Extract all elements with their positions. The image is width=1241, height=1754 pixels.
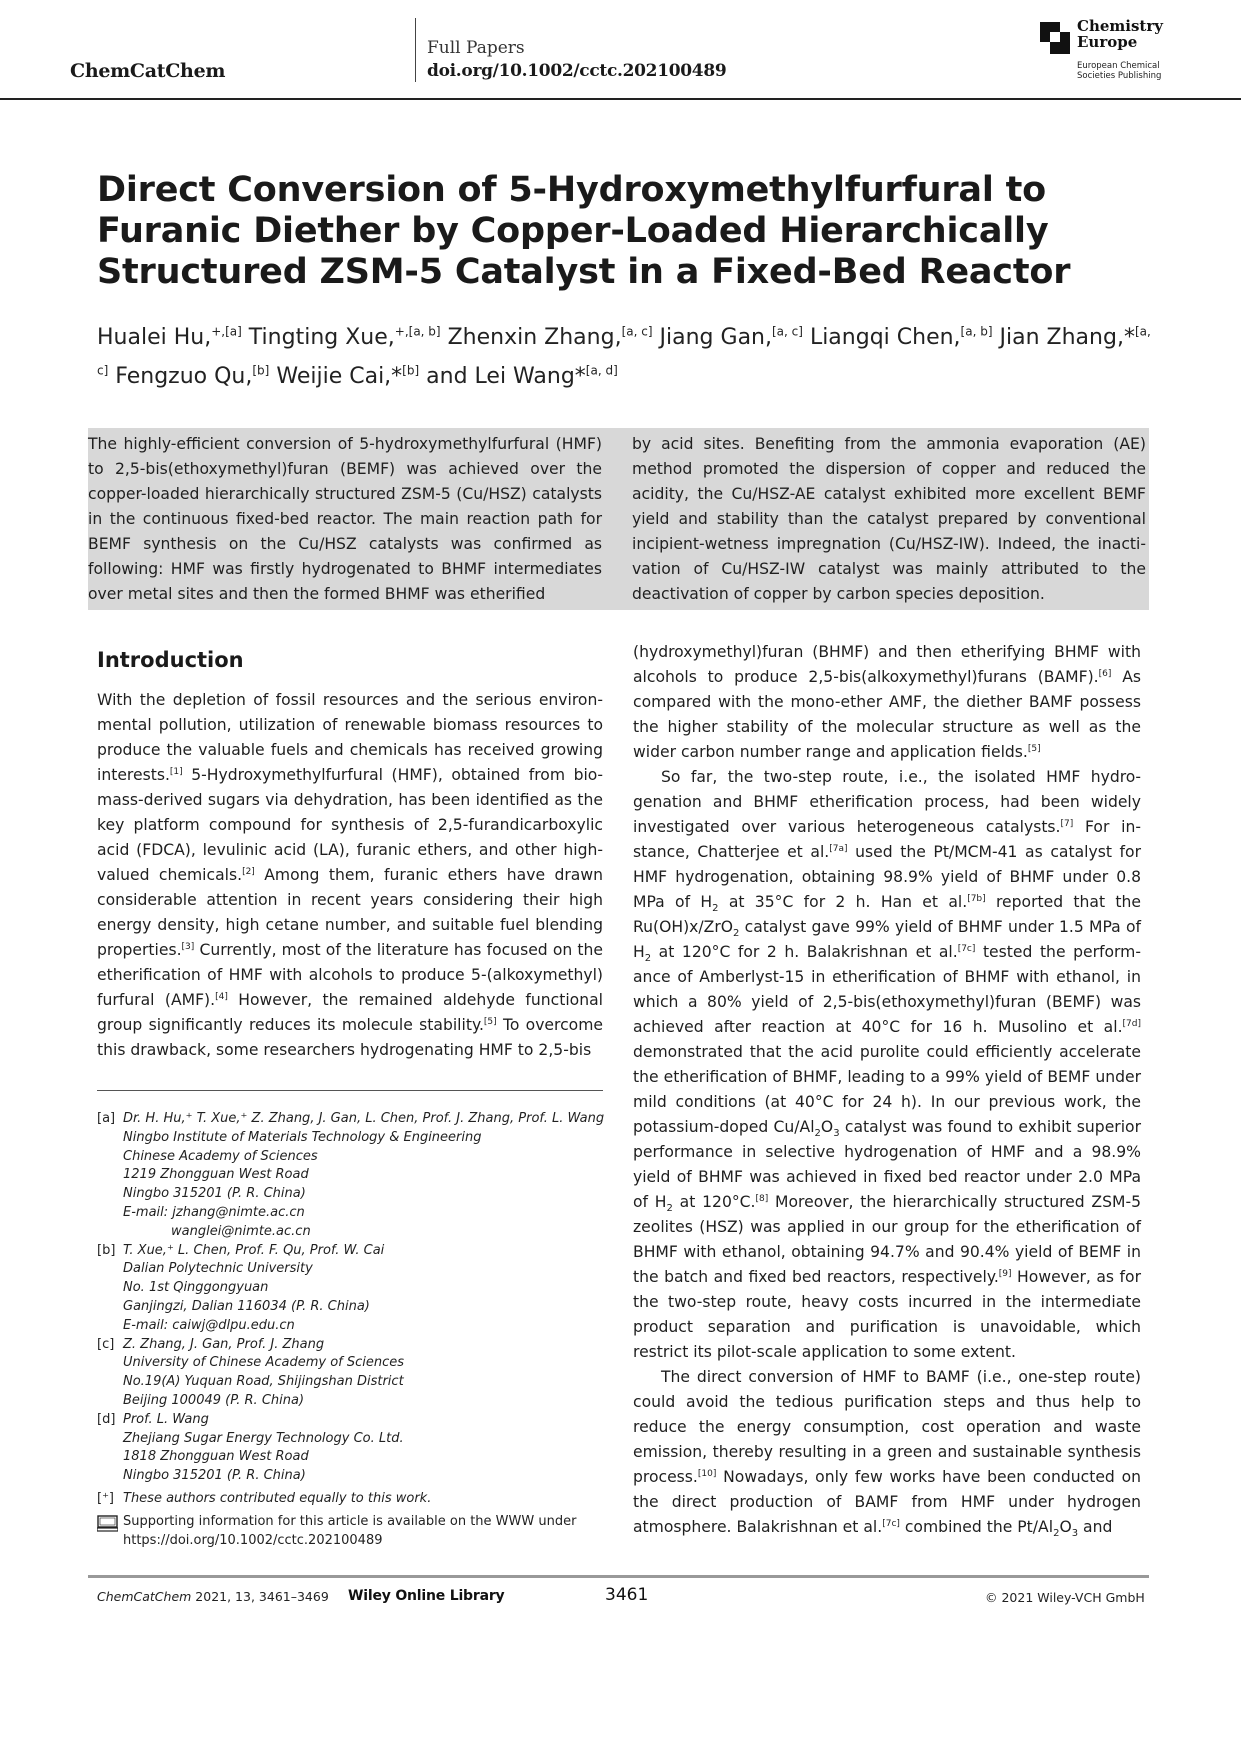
citation-ref: [10] (697, 1468, 717, 1479)
citation-ref: [8] (755, 1193, 769, 1204)
subscript: 2 (1053, 1528, 1060, 1540)
affiliation-line[interactable]: E-mail: caiwj@dlpu.edu.cn (123, 1317, 295, 1333)
supporting-info-note (97, 1513, 607, 1551)
text-run: Nowadays, only few works have been conducted on the direct production of BAMF from HMF under hydrogen atmosphere. Balakrishnan et al. (633, 1468, 1141, 1536)
text-run: However, the remained aldehyde functional group significantly reduces its molecule stability. (97, 991, 603, 1034)
computer-monitor-icon (97, 1515, 118, 1532)
doi-link[interactable]: doi.org/10.1002/cctc.202100489 (427, 61, 727, 81)
affiliation-line: 1219 Zhongguan West Road (123, 1167, 309, 1183)
author-name: Hualei Hu, (97, 325, 212, 351)
subscript: 2 (814, 1128, 821, 1140)
affiliation-line: Ningbo 315201 (P. R. China) (123, 1468, 306, 1484)
affiliation-block (97, 1242, 607, 1336)
author-affiliation-sup: [a, d] (585, 363, 618, 378)
subscript: 2 (644, 953, 652, 965)
citation-ref: [7d] (1122, 1018, 1141, 1029)
page-number: 3461 (605, 1585, 649, 1605)
text-run: and (1078, 1518, 1113, 1536)
text-run: 5-Hydroxymethylfurfural (HMF), obtained from biomass-derived sugars via dehydration, has been identified as the key platform compound for synthesis of 2,5-furandicarboxylic acid (FDCA), levulinic acid (LA), furanic ethers, and other high-valued chemicals. (97, 766, 603, 884)
affiliation-line: Ganjingzi, Dalian 116034 (P. R. China) (123, 1298, 370, 1314)
copyright: © 2021 Wiley-VCH GmbH (985, 1590, 1145, 1605)
footer-citation (97, 1589, 329, 1604)
subscript: 3 (833, 1128, 840, 1140)
affiliation-tag: [c] (97, 1336, 115, 1352)
author-affiliation-sup: [a, c] (621, 325, 653, 339)
text-run: combined the Pt/Al (899, 1518, 1054, 1536)
author-name: Jiang Gan, (659, 325, 772, 351)
text-run: However, as for the two-step route, heavy costs incurred in the intermediate product separation and purification is unavoidable, which restrict its pilot-scale application to some extent. (633, 1268, 1141, 1361)
text-run: (hydroxymethyl)furan (BHMF) and then etherifying BHMF with alcohols to produce 2,5-bis(alkoxymethyl)furans (BAMF). (633, 643, 1141, 686)
supporting-info-text: Supporting information for this article is available on the WWW under (123, 1513, 577, 1529)
text-run: As compared with the mono-ether AMF, the diether BAMF possess the higher stability of the molecular structure as well as the wider carbon number range and application fields. (633, 668, 1141, 761)
subscript: 2 (666, 1203, 673, 1215)
author-affiliation-sup: [b] (402, 363, 420, 378)
affiliation-line: No.19(A) Yuquan Road, Shijingshan District (123, 1374, 404, 1390)
footnote-separator (97, 1090, 603, 1091)
affiliation-line: Ningbo 315201 (P. R. China) (123, 1186, 306, 1202)
section-label: Full Papers (427, 38, 525, 58)
author-affiliation-sup: [a, c] (97, 325, 1151, 378)
affiliation-block (97, 1411, 607, 1486)
affiliation-email[interactable]: wanglei@nimte.ac.cn (171, 1223, 311, 1239)
author[interactable] (448, 325, 653, 350)
affiliation-line: Zhejiang Sugar Energy Technology Co. Ltd. (123, 1430, 404, 1446)
author-name: and Lei Wang (426, 363, 575, 389)
intro-paragraph-1 (97, 688, 603, 1063)
text-run: With the depletion of fossil resources and the serious environmental pollution, utilization of renewable biomass resources to produce the valuable fuels and chemicals has received growing interests. (97, 691, 603, 784)
intro-paragraph-2 (633, 765, 1141, 1365)
text-run: tested the performance of Amberlyst-15 in etherification of BHMF with ethanol, in which a 80% yield of 2,5-bis(ethoxymethyl)furan (BEMF) was achieved after reaction at 40°C for 16 h. Musolino et al. (633, 943, 1141, 1036)
affiliation-line[interactable]: E-mail: jzhang@nimte.ac.cn (123, 1204, 305, 1220)
affiliation-line: Ningbo Institute of Materials Technology & Engineering (123, 1129, 482, 1145)
publisher-line-1: Chemistry (1077, 17, 1163, 35)
introduction-heading: Introduction (97, 648, 244, 672)
subscript: 2 (712, 903, 719, 915)
intro-paragraph-1-cont (633, 640, 1141, 765)
note-tag: [⁺] (97, 1490, 115, 1506)
abstract-right-column: by acid sites. Benefiting from the ammonia evaporation (AE) method promoted the dispersion of copper and reduced the acidity, the Cu/HSZ-AE catalyst exhibited more excellent BEMF yield and stability than the catalyst prepared by conventional incipient-wetness impregnation (Cu/HSZ-IW). Indeed, the inactivation of Cu/HSZ-IW catalyst was mainly attributed to the deactivation of copper by carbon species deposition. (632, 435, 1146, 603)
affiliation-line: Dalian Polytechnic University (123, 1261, 313, 1277)
header-divider (415, 18, 416, 82)
affiliation-tag: [b] (97, 1242, 116, 1258)
text-run: Currently, most of the literature has focused on the etherification of HMF with alcohols to produce 5-(alkoxymethyl) furfural (AMF). (97, 941, 603, 1009)
author-name: Tingting Xue, (248, 325, 395, 351)
note-text: These authors contributed equally to this work. (123, 1490, 432, 1506)
chemistry-europe-mark-icon (1040, 22, 1070, 54)
citation-ref: [7b] (967, 893, 986, 904)
equal-contribution-note (97, 1490, 607, 1509)
footer-rule (88, 1575, 1149, 1578)
intro-paragraph-3 (633, 1365, 1141, 1540)
text-run: So far, the two-step route, i.e., the isolated HMF hydrogenation and BHMF etherification process, had been widely investigated over various heterogeneous catalysts. (633, 768, 1141, 836)
text-run: used the Pt/MCM-41 as catalyst for HMF hydrogenation, obtaining 98.9% yield of BHMF under 0.8 MPa of H (633, 843, 1141, 911)
citation-ref: [3] (181, 941, 195, 952)
publisher-line-2: Europe (1077, 33, 1138, 51)
affiliation-line: Dr. H. Hu,⁺ T. Xue,⁺ Z. Zhang, J. Gan, L. Chen, Prof. J. Zhang, Prof. L. Wang (123, 1111, 605, 1126)
author[interactable] (276, 364, 419, 389)
text-run: O (1059, 1518, 1072, 1536)
author[interactable] (810, 325, 993, 350)
header-rule (0, 98, 1241, 100)
text-run: at 120°C for 2 h. Balakrishnan et al. (651, 943, 958, 961)
text-run: O (820, 1118, 834, 1136)
citation-ref: [6] (1098, 668, 1112, 679)
author-affiliation-sup: +,[a, b] (394, 325, 441, 339)
citation-ref: [5] (483, 1016, 497, 1027)
chemistry-europe-logo[interactable] (1040, 18, 1170, 82)
citation-ref: [5] (1027, 743, 1041, 754)
body-right-column (633, 640, 1141, 1540)
corresponding-author-mark: * (1123, 325, 1135, 351)
affiliation-line: Prof. L. Wang (123, 1411, 209, 1427)
author[interactable] (426, 364, 618, 389)
subscript: 2 (733, 928, 740, 940)
citation-ref: [4] (215, 991, 228, 1002)
author-list (97, 316, 1157, 393)
author-name: Liangqi Chen, (809, 325, 961, 351)
affiliations (97, 1110, 607, 1550)
affiliation-block (97, 1336, 607, 1411)
affiliation-tag: [d] (97, 1411, 116, 1427)
corresponding-author-mark: * (391, 363, 403, 389)
author[interactable] (660, 325, 803, 350)
citation-ref: [2] (242, 866, 255, 877)
author-affiliation-sup: [a, c] (771, 325, 803, 339)
citation-ref: [7c] (882, 1518, 900, 1529)
author-affiliation-sup: [b] (252, 363, 270, 378)
affiliation-line: Z. Zhang, J. Gan, Prof. J. Zhang (123, 1336, 325, 1352)
publisher-subtitle (1077, 61, 1161, 81)
author-affiliation-sup: [a, b] (960, 325, 993, 339)
text-run: For instance, Chatterjee et al. (633, 818, 1141, 861)
article-title: Direct Conversion of 5-Hydroxymethylfurfural to Furanic Diether by Copper-Loaded Hierarchically Structured ZSM-5 Catalyst in a Fixed-Bed Reactor (97, 170, 1071, 292)
abstract-left-column: The highly-efficient conversion of 5-hydroxymethylfurfural (HMF) to 2,5-bis(ethoxymethyl)furan (BEMF) was achieved over the copper-loaded hierarchically structured ZSM-5 (Cu/HSZ) catalysts in the continuous fixed-bed reactor. The main reaction path for BEMF synthesis on the Cu/HSZ catalysts was confirmed as following: HMF was firstly hydrogenated to BHMF intermediates over metal sites and then the formed BHMF was etherified (88, 435, 602, 603)
text-run: demonstrated that the acid purolite could efficiently accelerate the etherification of BHMF, leading to a 99% yield of BEMF under mild conditions (at 40°C for 24 h). In our previous work, the potassium-doped Cu/Al (633, 1043, 1141, 1136)
citation-ref: [9] (998, 1268, 1012, 1279)
journal-name: ChemCatChem (70, 60, 226, 82)
author[interactable] (249, 325, 441, 350)
body-left-column (97, 688, 603, 1063)
author-name: Zhenxin Zhang, (447, 325, 622, 351)
affiliation-line: No. 1st Qinggongyuan (123, 1280, 269, 1296)
affiliation-line: University of Chinese Academy of Sciences (123, 1355, 405, 1371)
footer-citation-numbers: 2021, 13, 3461–3469 (191, 1589, 329, 1604)
publisher-sub-1: European Chemical (1077, 61, 1160, 71)
author-affiliation-sup: +,[a] (211, 325, 242, 339)
citation-ref: [7] (1060, 818, 1074, 829)
publisher-name (1077, 18, 1163, 50)
affiliation-line: 1818 Zhongguan West Road (123, 1449, 309, 1465)
author-name: Jian Zhang, (999, 325, 1124, 351)
affiliation-line: T. Xue,⁺ L. Chen, Prof. F. Qu, Prof. W. Cai (123, 1242, 385, 1258)
subscript: 3 (1071, 1528, 1079, 1540)
affiliation-line: Chinese Academy of Sciences (123, 1148, 318, 1164)
wiley-online-library-link[interactable]: Wiley Online Library (348, 1588, 505, 1604)
text-run: Among them, furanic ethers have drawn considerable attention in recent years considering their high energy density, high cetane number, and suitable fuel blending properties. (97, 866, 603, 959)
text-run: To overcome this drawback, some researchers hydrogenating HMF to 2,5-bis (97, 1016, 603, 1059)
author-name: Fengzuo Qu, (115, 363, 253, 389)
text-run: at 120°C. (672, 1193, 756, 1211)
author[interactable] (115, 364, 269, 389)
citation-ref: [7c] (957, 943, 976, 954)
citation-ref: [7a] (829, 843, 848, 854)
author-name: Weijie Cai, (276, 363, 392, 389)
text-run: Moreover, the hierarchically structured ZSM-5 zeolites (HSZ) was applied in our group for the etherification of BHMF with ethanol, obtaining 94.7% and 90.4% yield of BEMF in the batch and fixed bed reactors, respectively. (633, 1193, 1141, 1286)
affiliation-block (97, 1110, 607, 1242)
affiliation-line: Beijing 100049 (P. R. China) (123, 1392, 305, 1408)
abstract-box (88, 428, 1149, 610)
citation-ref: [1] (169, 766, 183, 777)
author[interactable] (97, 325, 242, 350)
text-run: catalyst gave 99% yield of BHMF under 1.5 MPa of H (633, 918, 1141, 961)
text-run: at 35°C for 2 h. Han et al. (718, 893, 968, 911)
footer-journal: ChemCatChem (97, 1589, 192, 1604)
publisher-sub-2: Societies Publishing (1077, 71, 1162, 81)
corresponding-author-mark: * (574, 363, 586, 389)
supporting-info-link[interactable]: https://doi.org/10.1002/cctc.202100489 (123, 1532, 383, 1548)
text-run: catalyst was found to exhibit superior performance in selective hydrogenation of HMF and a 98.9% yield of BHMF was achieved in fixed bed reactor under 2.0 MPa of H (633, 1118, 1141, 1211)
text-run: reported that the Ru(OH)x/ZrO (633, 893, 1141, 936)
affiliation-tag: [a] (97, 1111, 116, 1126)
text-run: The direct conversion of HMF to BAMF (i.e., one-step route) could avoid the tedious purification steps and thus help to reduce the energy consumption, cost operation and waste emission, thereby resulting in a green and sustainable synthesis process. (633, 1368, 1141, 1486)
